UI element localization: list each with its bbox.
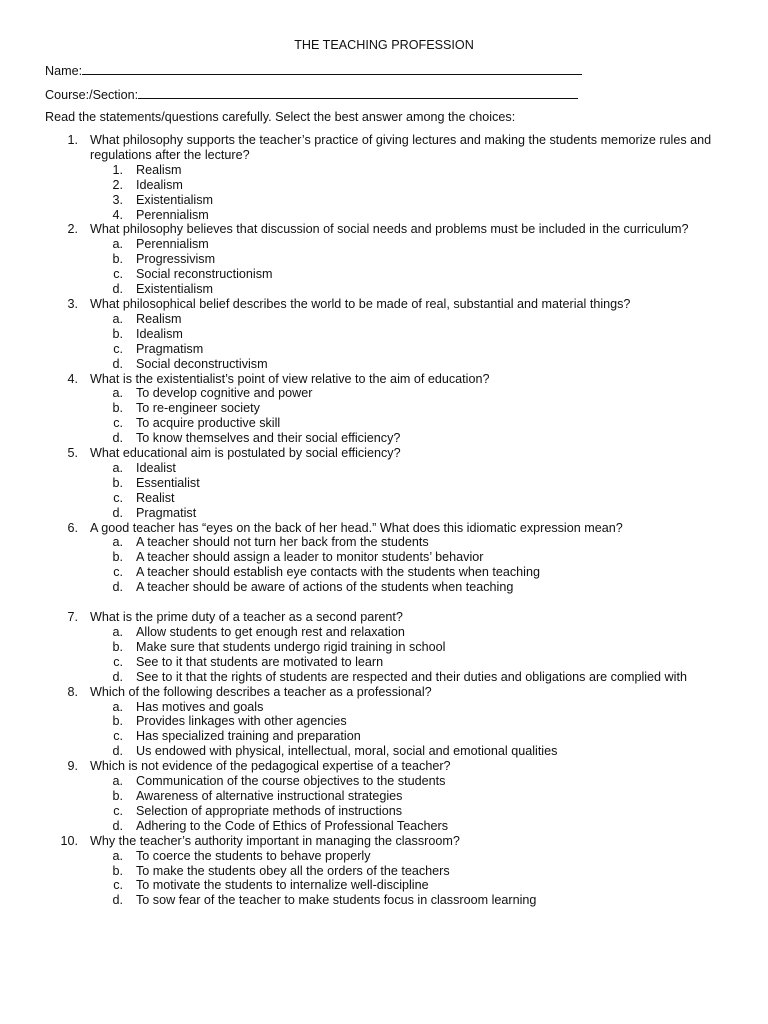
option-letter: a.	[112, 848, 123, 863]
option-text: Perennialism	[136, 237, 209, 252]
option-letter: a.	[112, 386, 123, 401]
option-letter: b.	[112, 326, 123, 341]
question-item	[0, 297, 768, 372]
answer-option	[0, 535, 768, 550]
option-text: A teacher should be aware of actions of the students when teaching	[136, 580, 514, 595]
answer-option	[0, 774, 768, 789]
question-item	[0, 521, 768, 596]
option-text: Has motives and goals	[136, 699, 264, 714]
answer-option	[0, 819, 768, 834]
option-letter: a.	[112, 311, 123, 326]
question-item	[0, 222, 768, 297]
option-letter: b.	[112, 252, 123, 267]
option-text: Social reconstructionism	[136, 267, 273, 282]
option-text: See to it that the rights of students are respected and their duties and obligations are complied with	[136, 669, 687, 684]
option-text: To coerce the students to behave properly	[136, 848, 371, 863]
option-text: Idealism	[136, 177, 183, 192]
question-list	[0, 133, 768, 908]
question-text: What philosophy believes that discussion of social needs and problems must be included in the curriculum?	[90, 222, 689, 237]
question-number: 4.	[67, 371, 78, 386]
option-letter: a.	[112, 699, 123, 714]
option-letter: 3.	[112, 192, 123, 207]
option-letter: d.	[112, 431, 123, 446]
option-text: A teacher should establish eye contacts with the students when teaching	[136, 565, 540, 580]
option-text: Perennialism	[136, 207, 209, 222]
option-letter: d.	[112, 669, 123, 684]
name-label: Name:	[45, 64, 83, 78]
question-text: Which of the following describes a teacher as a professional?	[90, 684, 432, 699]
option-letter: d.	[112, 580, 123, 595]
option-letter: c.	[113, 654, 123, 669]
option-letter: c.	[113, 729, 123, 744]
course-section-label: Course:/Section:	[45, 88, 139, 102]
option-text: To sow fear of the teacher to make students focus in classroom learning	[136, 893, 537, 908]
option-text: Selection of appropriate methods of instructions	[136, 803, 403, 818]
instructions: Read the statements/questions carefully. Select the best answer among the choices:	[45, 110, 516, 124]
question-item	[0, 759, 768, 834]
question-text: What philosophical belief describes the world to be made of real, substantial and material things?	[90, 296, 631, 311]
answer-option	[0, 640, 768, 655]
option-letter: c.	[113, 267, 123, 282]
option-letter: a.	[112, 535, 123, 550]
option-letter: b.	[112, 550, 123, 565]
option-text: Essentialist	[136, 475, 200, 490]
option-text: Allow students to get enough rest and relaxation	[136, 625, 405, 639]
question-text: A good teacher has “eyes on the back of her head.” What does this idiomatic expression mean?	[90, 520, 623, 535]
option-letter: c.	[113, 341, 123, 356]
answer-option	[0, 565, 768, 580]
question-item	[0, 133, 768, 222]
course-section-blank-line	[138, 86, 578, 99]
option-letter: b.	[112, 788, 123, 803]
answer-option	[0, 804, 768, 819]
option-letter: c.	[113, 416, 123, 431]
question-number: 10.	[60, 833, 78, 848]
question-text: What educational aim is postulated by social efficiency?	[90, 446, 401, 461]
question-item	[0, 685, 768, 760]
option-letter: 1.	[112, 162, 123, 177]
answer-option	[0, 893, 768, 908]
answer-option	[0, 401, 768, 416]
option-text: Realism	[136, 311, 182, 326]
question-text: What is the existentialist’s point of view relative to the aim of education?	[90, 371, 490, 386]
option-text: A teacher should assign a leader to monitor students’ behavior	[136, 550, 484, 565]
answer-option	[0, 282, 768, 297]
question-number: 5.	[67, 446, 78, 461]
answer-option	[0, 729, 768, 744]
question-number: 3.	[67, 296, 78, 311]
answer-option	[0, 789, 768, 804]
answer-option	[0, 849, 768, 864]
option-letter: b.	[112, 863, 123, 878]
option-letter: d.	[112, 356, 123, 371]
option-text: Make sure that students undergo rigid training in school	[136, 639, 446, 654]
answer-option	[0, 237, 768, 252]
answer-option	[0, 252, 768, 267]
option-text: To re-engineer society	[136, 401, 260, 416]
option-letter: d.	[112, 818, 123, 833]
option-text: Pragmatism	[136, 341, 204, 356]
answer-option	[0, 744, 768, 759]
option-text: Awareness of alternative instructional strategies	[136, 788, 403, 803]
answer-option	[0, 178, 768, 193]
answer-option	[0, 625, 768, 640]
answer-option	[0, 864, 768, 879]
option-text: Progressivism	[136, 252, 216, 267]
page-title: THE TEACHING PROFESSION	[294, 38, 474, 52]
answer-option	[0, 461, 768, 476]
answer-option	[0, 267, 768, 282]
answer-option	[0, 312, 768, 327]
question-number: 8.	[67, 684, 78, 699]
answer-option	[0, 208, 768, 223]
option-text: Communication of the course objectives to the students	[136, 774, 446, 789]
question-item	[0, 372, 768, 447]
answer-option	[0, 670, 768, 685]
option-letter: b.	[112, 639, 123, 654]
option-text: To motivate the students to internalize well-discipline	[136, 878, 429, 893]
option-letter: a.	[112, 460, 123, 475]
course-section-field	[45, 86, 578, 103]
option-text: To develop cognitive and power	[136, 386, 313, 401]
name-field	[45, 62, 582, 79]
option-text: Provides linkages with other agencies	[136, 714, 347, 729]
question-text: Which is not evidence of the pedagogical expertise of a teacher?	[90, 759, 451, 774]
option-text: To know themselves and their social efficiency?	[136, 431, 401, 446]
answer-option	[0, 700, 768, 715]
option-letter: d.	[112, 282, 123, 297]
option-letter: c.	[113, 490, 123, 505]
option-text: A teacher should not turn her back from the students	[136, 535, 429, 550]
option-text: To acquire productive skill	[136, 416, 281, 431]
answer-option	[0, 550, 768, 565]
option-text: Realist	[136, 490, 175, 505]
option-letter: d.	[112, 505, 123, 520]
option-letter: c.	[113, 803, 123, 818]
question-number: 2.	[67, 222, 78, 237]
option-letter: b.	[112, 401, 123, 416]
answer-option	[0, 163, 768, 178]
answer-option	[0, 357, 768, 372]
answer-option	[0, 386, 768, 401]
option-letter: 4.	[112, 207, 123, 222]
answer-option	[0, 327, 768, 342]
answer-option	[0, 655, 768, 670]
option-letter: c.	[113, 878, 123, 893]
option-letter: c.	[113, 565, 123, 580]
option-letter: d.	[112, 893, 123, 908]
option-text: Idealism	[136, 326, 183, 341]
name-blank-line	[82, 62, 582, 75]
question-text: What philosophy supports the teacher’s practice of giving lectures and making the students memorize rules and regulations after the lecture?	[90, 133, 712, 162]
option-letter: a.	[112, 625, 123, 639]
option-text: Us endowed with physical, intellectual, moral, social and emotional qualities	[136, 744, 558, 759]
answer-option	[0, 431, 768, 446]
option-text: Social deconstructivism	[136, 356, 268, 371]
option-text: Has specialized training and preparation	[136, 729, 361, 744]
option-letter: a.	[112, 774, 123, 789]
answer-option	[0, 714, 768, 729]
answer-option	[0, 491, 768, 506]
question-number: 6.	[67, 520, 78, 535]
option-text: Adhering to the Code of Ethics of Professional Teachers	[136, 818, 448, 833]
option-letter: d.	[112, 744, 123, 759]
option-text: Idealist	[136, 460, 176, 475]
option-letter: 2.	[112, 177, 123, 192]
answer-option	[0, 476, 768, 491]
option-text: To make the students obey all the orders of the teachers	[136, 863, 450, 878]
answer-option	[0, 193, 768, 208]
option-text: Realism	[136, 162, 182, 177]
question-item	[0, 446, 768, 521]
option-text: See to it that students are motivated to learn	[136, 654, 384, 669]
option-text: Existentialism	[136, 192, 213, 207]
question-number: 9.	[67, 759, 78, 774]
option-letter: a.	[112, 237, 123, 252]
answer-option	[0, 878, 768, 893]
question-number: 1.	[67, 133, 78, 147]
option-text: Existentialism	[136, 282, 213, 297]
answer-option	[0, 506, 768, 521]
option-letter: b.	[112, 714, 123, 729]
question-number: 7.	[67, 610, 78, 625]
question-item	[0, 834, 768, 909]
question-text: Why the teacher’s authority important in managing the classroom?	[90, 833, 460, 848]
option-letter: b.	[112, 475, 123, 490]
question-item	[0, 610, 768, 685]
option-text: Pragmatist	[136, 505, 197, 520]
answer-option	[0, 580, 768, 595]
answer-option	[0, 342, 768, 357]
question-text: What is the prime duty of a teacher as a second parent?	[90, 610, 403, 625]
answer-option	[0, 416, 768, 431]
